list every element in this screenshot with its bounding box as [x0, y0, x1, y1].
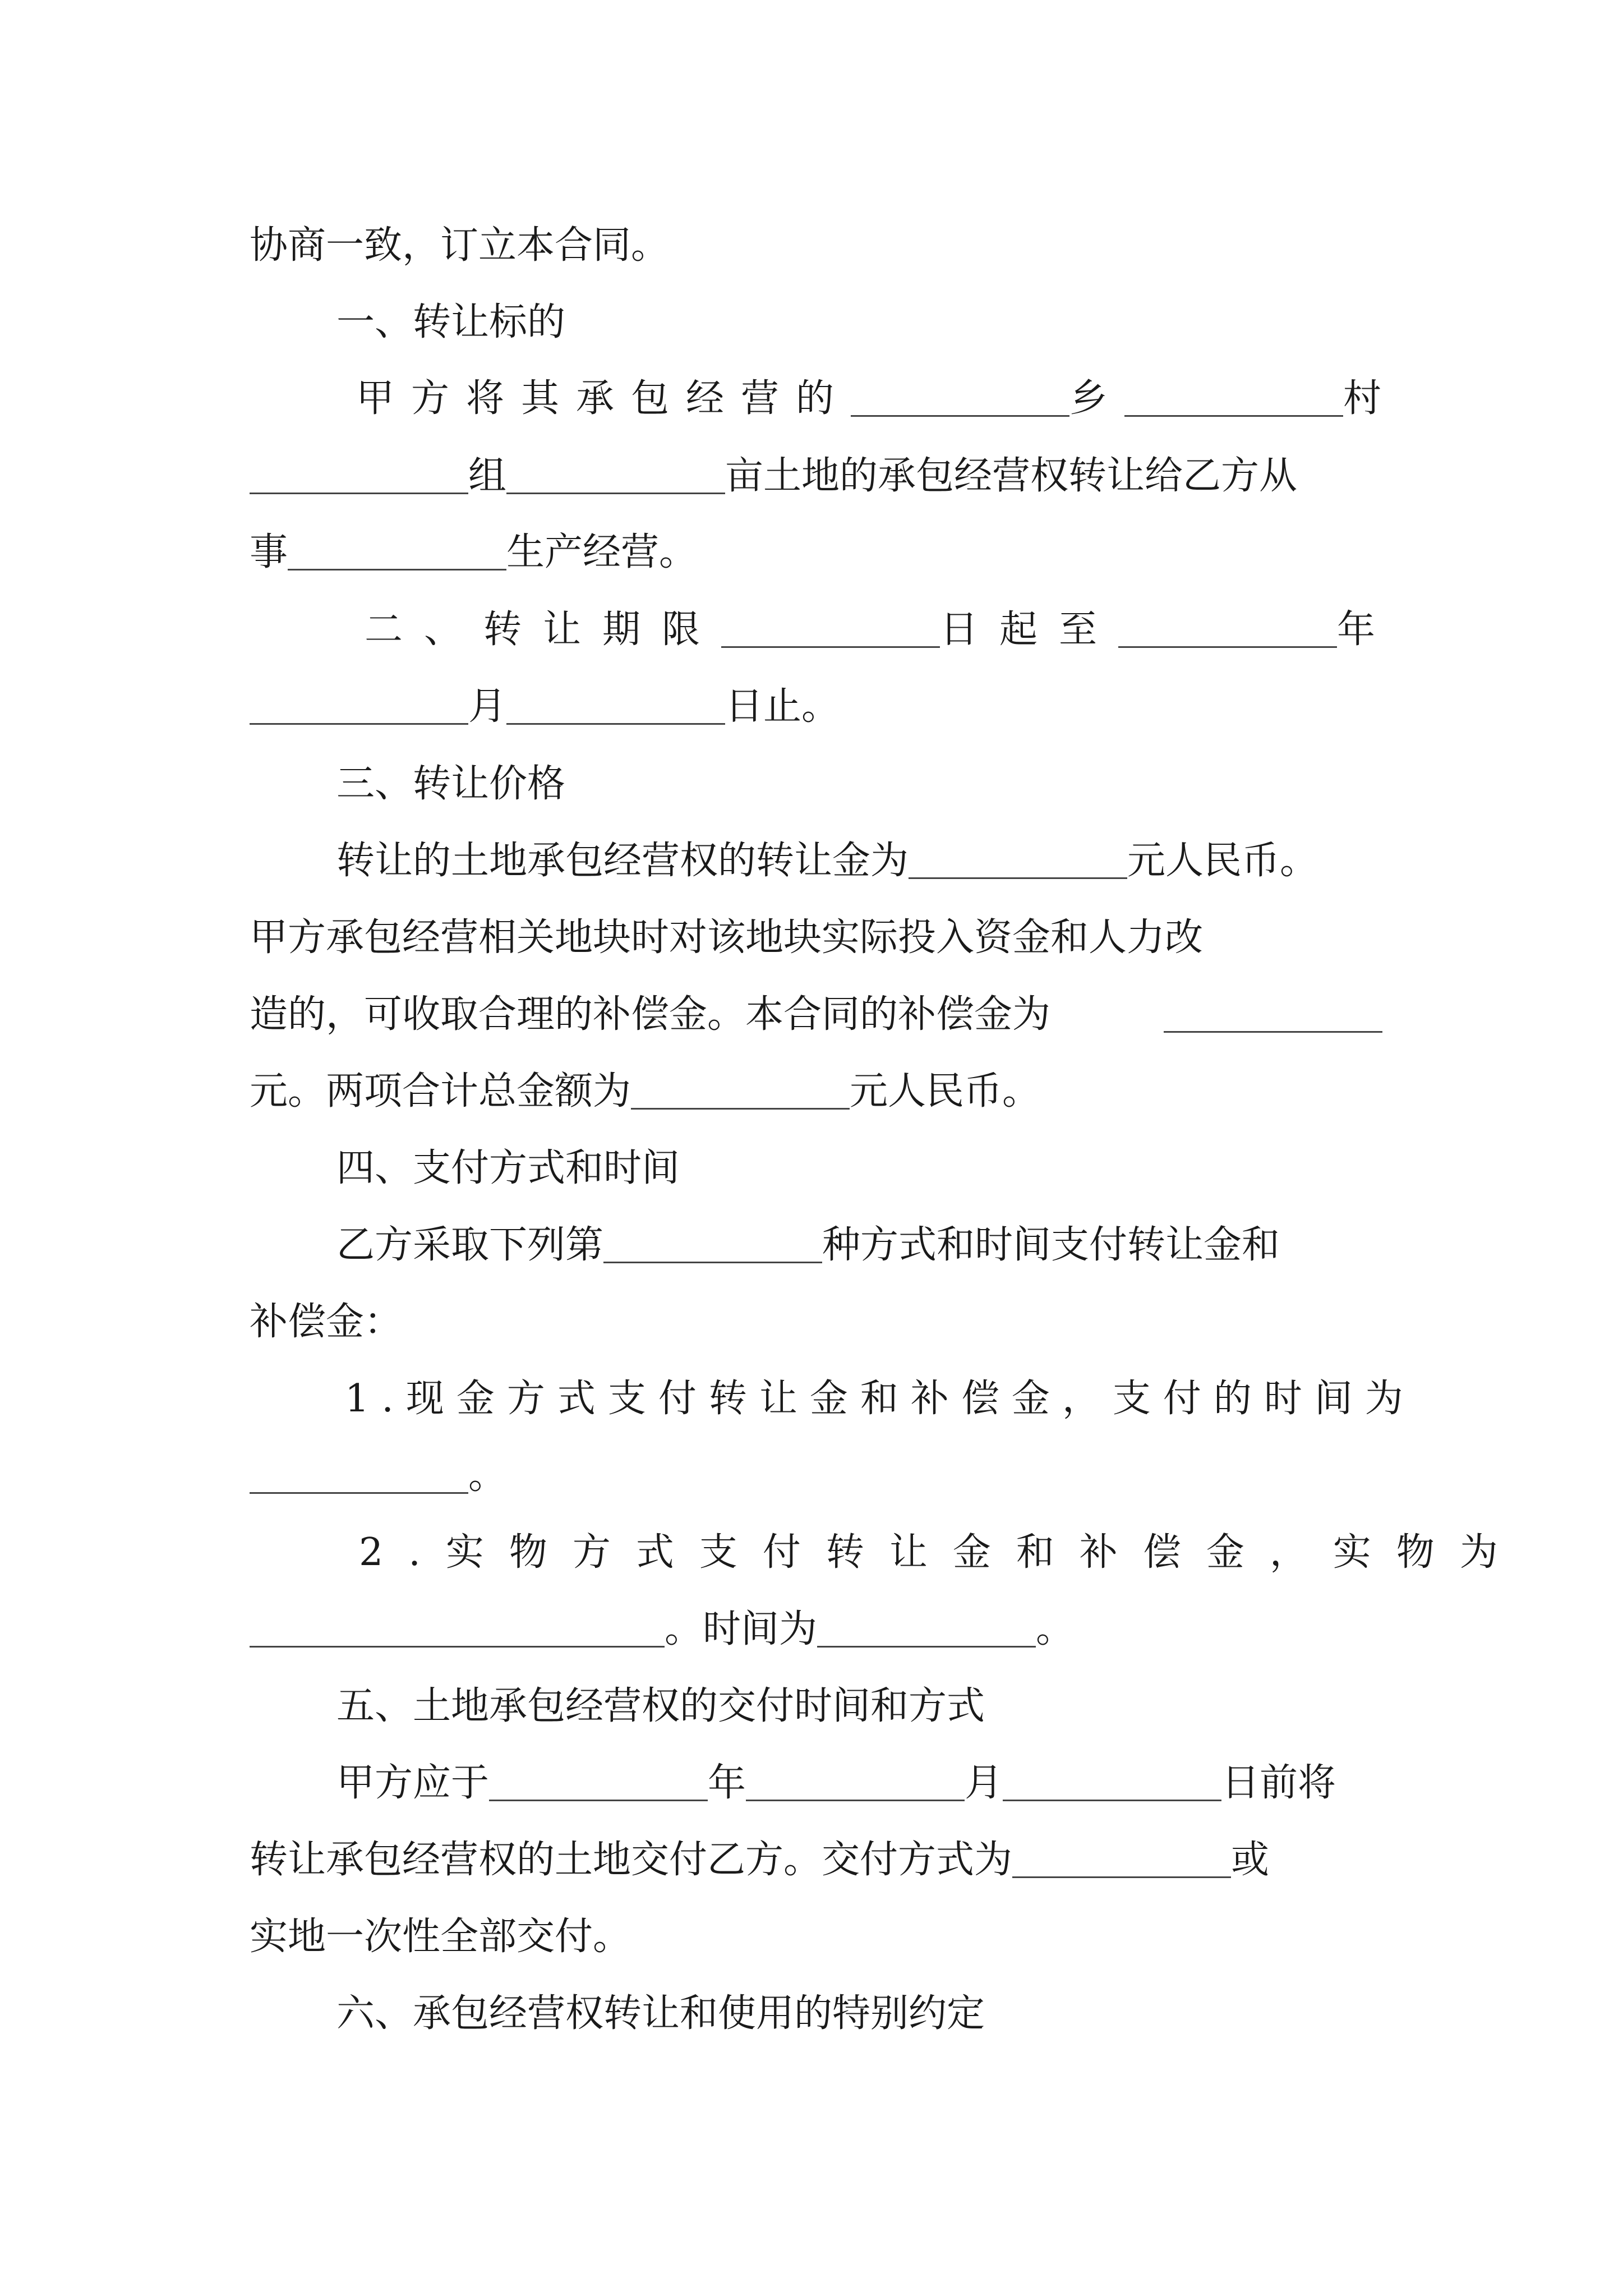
text-segment: 转让的土地承包经营权的转让金为 [336, 839, 909, 883]
text-segment: 组 [468, 454, 507, 498]
text-segment: 甲方应于 [336, 1761, 490, 1805]
blank-field [746, 1766, 965, 1801]
paragraph-line [250, 1445, 1382, 1507]
paragraph-line [250, 522, 1382, 583]
paragraph-line [250, 1061, 1382, 1122]
text-segment: 乙方采取下列第 [336, 1223, 604, 1267]
text-segment: 月 [965, 1761, 1003, 1805]
blank-field [1164, 997, 1382, 1033]
blank-field [250, 459, 468, 494]
text-segment: 或 [1231, 1838, 1270, 1882]
blank-field [1118, 613, 1337, 648]
paragraph-line [250, 1599, 1382, 1660]
section-heading [336, 753, 1469, 815]
text-segment: 2.实物方式支付转让金和补偿金，实物为 [359, 1530, 1523, 1575]
paragraph-line [250, 907, 1382, 969]
text-segment: 。 [468, 1453, 507, 1498]
text-segment: 1.现金方式支付转让金和补偿金，支付的时间为 [345, 1377, 1415, 1421]
blank-field [250, 689, 468, 725]
text-segment: 日前将 [1221, 1761, 1336, 1805]
text-segment: 。时间为 [665, 1607, 818, 1651]
text-segment: 事 [250, 530, 288, 574]
text-segment: 补偿金： [250, 1300, 403, 1344]
heading-text: 六、承包经营权转让和使用的特别约定 [336, 1991, 985, 2036]
blank-field [288, 535, 506, 570]
heading-text: 二、转让期限 [365, 608, 722, 652]
paragraph-line [250, 1906, 1382, 1968]
text-segment: 村 [1343, 376, 1399, 421]
paragraph-line [250, 215, 1382, 277]
text-segment: 元人民币。 [850, 1069, 1041, 1114]
text-segment: 实地一次性全部交付。 [250, 1915, 631, 1959]
blank-field [506, 459, 725, 494]
blank-field [250, 1458, 468, 1494]
blank-field [489, 1766, 708, 1801]
heading-text: 一、转让标的 [336, 300, 566, 344]
heading-text: 三、转让价格 [336, 762, 566, 806]
blank-field [721, 613, 940, 648]
text-segment: 年 [1337, 608, 1397, 652]
text-segment: 元人民币。 [1127, 839, 1318, 883]
paragraph-line [250, 445, 1382, 507]
paragraph-line [336, 1752, 1382, 1814]
paragraph-line [250, 676, 1382, 738]
text-segment: 甲方承包经营相关地块时对该地块实际投入资金和人力改 [250, 915, 1204, 960]
section-heading [365, 599, 1397, 661]
paragraph-line [250, 984, 1382, 1046]
section-heading [336, 1138, 1469, 1199]
blank-field [631, 1074, 850, 1110]
list-item [345, 1368, 1415, 1430]
text-segment: 日止。 [725, 684, 840, 729]
paragraph-line [250, 1829, 1382, 1891]
blank-field [1124, 381, 1343, 417]
text-segment: 。 [1036, 1607, 1075, 1651]
heading-text: 五、土地承包经营权的交付时间和方式 [336, 1684, 985, 1728]
list-item [359, 1522, 1523, 1584]
paragraph-line [336, 830, 1419, 892]
blank-field [1003, 1766, 1221, 1801]
text-segment: 月 [468, 684, 507, 729]
blank-field [1012, 1843, 1231, 1878]
text-segment: 乡 [1069, 376, 1125, 421]
text-segment: 协商一致，订立本合同。 [250, 223, 670, 268]
heading-text: 四、支付方式和时间 [336, 1146, 680, 1190]
text-segment: 种方式和时间支付转让金和 [822, 1223, 1280, 1267]
blank-field [851, 381, 1069, 417]
text-segment: 甲方将其承包经营的 [356, 376, 851, 421]
blank-field [603, 1228, 822, 1263]
text-segment: 年 [708, 1761, 746, 1805]
blank-field [506, 689, 725, 725]
blank-field [909, 844, 1127, 879]
paragraph-line [250, 1291, 1382, 1353]
blank-field [817, 1612, 1036, 1648]
text-segment: 造的，可收取合理的补偿金。本合同的补偿金为 [250, 992, 1051, 1037]
text-segment: 生产经营。 [506, 530, 698, 574]
section-heading [336, 1983, 1469, 2045]
text-segment: 日起至 [940, 608, 1119, 652]
text-segment: 元。两项合计总金额为 [250, 1069, 631, 1114]
section-heading [336, 292, 1469, 353]
text-segment: 亩土地的承包经营权转让给乙方从 [725, 454, 1298, 498]
paragraph-line [336, 1214, 1382, 1276]
blank-field [250, 1612, 665, 1648]
paragraph-line [356, 368, 1399, 430]
text-segment: 转让承包经营权的土地交付乙方。交付方式为 [250, 1838, 1013, 1882]
section-heading [336, 1676, 1469, 1737]
